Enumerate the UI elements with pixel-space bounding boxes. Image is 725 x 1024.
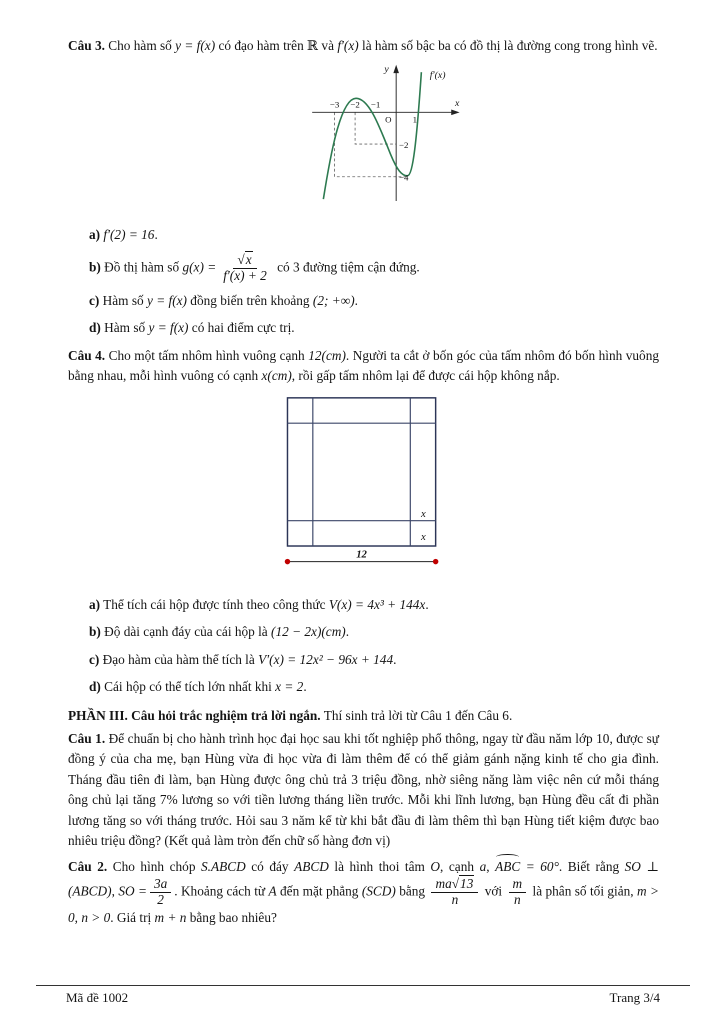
option-label: d) [89,679,101,694]
math-segment: A [268,883,277,899]
text-segment: Hàm số [100,320,149,336]
math-segment: O [430,858,441,874]
text-segment: Cho hàm số [104,38,176,53]
fraction-numerator: m [509,877,527,893]
fraction-denominator: f′(x) + 2 [223,267,267,283]
text-segment: Để chuẩn bị cho hành trình học đại học sau khi tốt nghiệp phổ thông, ngay từ đầu năm lớp 10, được sự đồng ý của cha mẹ, bạn Hùng vừa đi học vừa đi làm thêm để có thể giảm gánh nặng kinh tế cho gia đình. Tháng đầu tiên đi làm, bạn Hùng được ông chủ trả 3 triệu đồng, nhờ siêng năng làm việc nên cứ mỗi tháng ông chủ lại tăng 7% lương so với tiền lương tháng liền trước. Mỗi khi lĩnh lương, bạn Hùng đều cất đi phần lương tăng so với tháng trước. Hỏi sau 3 năm kể từ khi bắt đầu đi làm thêm thì bạn Hùng tiết kiệm được bao nhiêu triệu đồng? (Kết quả làm tròn đến chữ số hàng đơn vị) [68,730,659,849]
text-segment: , [111,883,119,899]
fraction-denominator: n [451,892,459,908]
math-segment: V′(x) = 12x² − 96x + 144 [258,651,394,667]
part3-heading [68,706,659,726]
y-axis-label: y [384,64,389,76]
text-segment: có đạo hàm trên ℝ và [215,38,338,53]
q4-options [68,595,659,698]
question-4 [68,346,659,698]
fraction-numerator [233,253,256,269]
page-number: Trang 3/4 [609,990,660,1005]
text-segment: Đạo hàm của hàm thể tích là [99,651,259,667]
x-axis-label: x [454,98,460,110]
math-segment: 12(cm) [308,347,346,363]
math-segment: = 60° [520,858,559,874]
p3q1-label: Câu 1. [68,730,106,746]
text-segment: đến mặt phẳng [276,883,362,899]
math-segment: m + n [154,910,187,925]
math-segment: (12 − 2x)(cm) [271,624,346,640]
q3-options [68,225,659,338]
sqrt-sign: √ [451,876,460,892]
math-segment: x(cm) [261,368,292,384]
text-segment: . [354,292,358,308]
text-segment: , cạnh [440,858,480,874]
text-segment: là phân số tối giản, [529,883,638,899]
fraction [150,877,171,908]
math-segment: m > 0 [68,883,659,925]
q4-option-b [89,622,659,642]
math-segment: ABCD [294,858,329,874]
exam-code: Mã đề 1002 [66,990,129,1005]
text-segment: với [481,883,506,899]
fraction-numerator [431,877,478,893]
text-segment: Hàm số [99,292,147,308]
q3-option-d [89,318,659,338]
aluminium-sheet-figure [264,392,464,585]
option-label: a) [89,227,101,243]
question-3 [68,36,659,339]
text-segment: . [303,679,307,694]
sqrt-sign: √ [237,251,245,267]
text-segment: Độ dài cạnh đáy của cái hộp là [100,624,272,640]
angle-ABC-hat: ABC [495,857,520,877]
side-length-label: 12 [355,548,367,561]
y-axis-arrow [393,65,399,73]
text-segment: có đáy [245,858,295,874]
part3-instruction: Thí sinh trả lời từ Câu 1 đến Câu 6. [320,708,513,724]
q3-option-b [89,253,659,284]
q3-statement [68,36,659,56]
text-segment: . [425,596,429,612]
derivative-graph [256,61,471,215]
math-segment: x = 2 [275,679,304,694]
option-label: b) [89,259,101,275]
option-label: d) [89,320,101,336]
math-segment: f′(2) = 16 [103,227,155,243]
text-segment: đồng biến trên khoảng [186,292,313,308]
radicand: 13 [460,876,474,892]
text-segment: , [74,910,82,925]
text-segment: Thể tích cái hộp được tính theo công thức [100,596,329,612]
x-tick-minus2: −2 [350,100,360,111]
fraction [509,877,527,908]
option-label: c) [89,651,100,667]
x-tick-minus1: −1 [370,100,381,111]
math-segment: ma [435,876,452,892]
math-segment: y = f(x) [148,320,189,336]
math-segment: g(x) = [182,259,217,275]
text-segment: bằng [395,883,429,899]
text-segment: có 3 đường tiệm cận đứng. [273,259,420,275]
cut-size-label-2: x [420,530,426,543]
text-segment: . [393,651,397,667]
math-segment: y = f(x) [147,292,187,308]
text-segment: bằng bao nhiêu? [186,910,277,925]
page-footer [36,985,690,1006]
math-segment: f′(x) [337,38,359,53]
text-segment: . Người ta cắt ở bốn góc của tấm nhôm đó bốn hình vuông bằng nhau, mỗi hình vuông có cạnh [68,347,660,384]
x-axis-arrow [451,110,459,116]
p3q1-statement [68,729,659,852]
radicand: x [245,251,252,267]
q4-box-figure [68,392,659,589]
math-segment: S.ABCD [201,858,246,874]
curve-label: f′(x) [429,70,446,82]
text-segment: . [154,227,158,243]
text-segment: . Khoảng cách từ [174,883,269,899]
option-label: b) [89,624,101,640]
p3q2-statement [68,857,659,929]
fraction-numerator: 3a [150,877,171,893]
math-segment: y = f(x) [175,38,216,53]
y-tick-minus2: −2 [398,140,409,151]
q4-statement [68,346,659,387]
y-tick-minus4: −4 [398,172,409,183]
text-segment: . Biết rằng [558,858,625,874]
x-tick-1: 1 [412,115,418,126]
text-segment: Cho một tấm nhôm hình vuông cạnh [105,347,309,363]
math-segment: n > 0 [81,910,111,925]
x-tick-minus3: −3 [329,100,340,111]
q4-option-c [89,650,659,670]
math-segment: SO ⊥ (ABCD) [68,858,659,899]
q4-label: Câu 4. [68,347,106,363]
outer-square [287,397,435,545]
text-segment: , [486,858,496,874]
fraction [219,253,271,284]
p3q2-label: Câu 2. [68,858,108,874]
text-segment: , rồi gấp tấm nhôm lại để được cái hộp không nắp. [291,368,560,384]
math-segment: SO = [118,883,147,899]
fraction-denominator: 2 [157,892,164,908]
text-segment: . [345,624,350,640]
q4-option-d [89,677,659,697]
part3-title: PHẦN III. Câu hỏi trắc nghiệm trả lời ngắn. [68,708,321,724]
fraction [431,877,478,908]
option-label: c) [89,292,100,308]
math-segment: (SCD) [361,883,396,899]
q3-option-a [89,225,659,245]
text-segment: là hình thoi tâm [328,858,431,874]
text-segment: . Giá trị [110,910,155,925]
text-segment: là hàm số bậc ba có đồ thị là đường cong trong hình vẽ. [358,38,658,53]
option-label: a) [89,596,101,612]
q3-option-c [89,291,659,311]
text-segment: Cái hộp có thể tích lớn nhất khi [100,679,276,694]
origin-label: O [385,115,392,126]
cut-size-label-1: x [420,507,426,520]
math-segment: a [479,858,487,874]
q3-graph-figure [68,61,659,219]
fraction-denominator: n [513,892,521,908]
math-segment: (2; +∞) [312,292,355,308]
q4-option-a [89,595,659,615]
text-segment: Cho hình chóp [107,858,202,874]
text-segment: có hai điểm cực trị. [188,320,295,336]
dimension-dot-right [432,558,437,563]
q3-label: Câu 3. [68,38,105,53]
math-segment: V(x) = 4x³ + 144x [328,596,426,612]
dimension-dot-left [284,558,289,563]
text-segment: Đồ thị hàm số [100,259,183,275]
